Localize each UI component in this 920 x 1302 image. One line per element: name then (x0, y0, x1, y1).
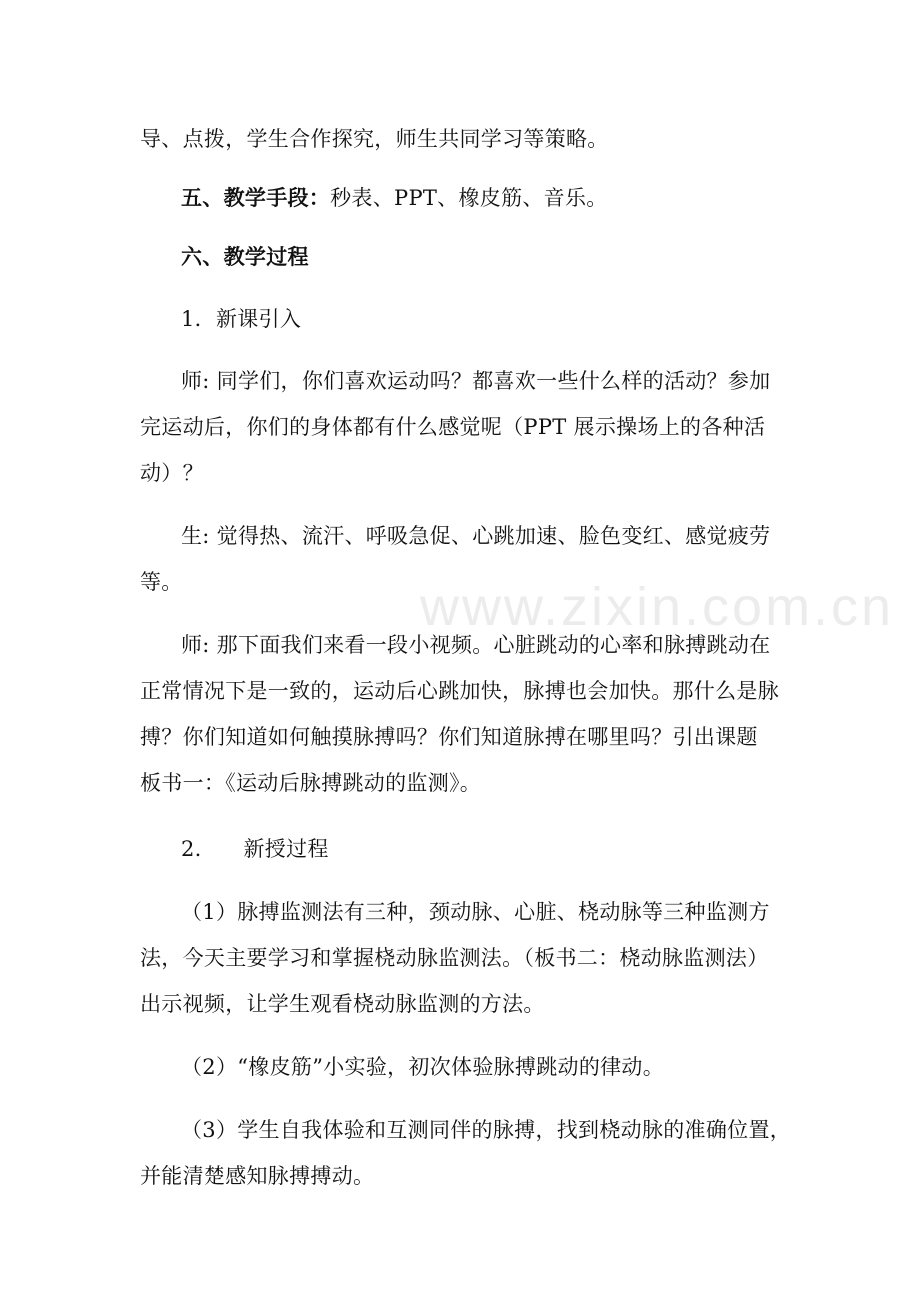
paragraph-line: 法，今天主要学习和掌握桡动脉监测法。（板书二：桡动脉监测法） (140, 946, 769, 970)
subsection-heading: 1．新课引入 (181, 307, 302, 331)
paragraph-line: 动）？ (140, 461, 204, 485)
paragraph-line: 等。 (140, 570, 183, 594)
paragraph-line: 正常情况下是一致的，运动后心跳加快，脉搏也会加快。那什么是脉 (140, 679, 779, 703)
subsection-heading: 2. 新授过程 (181, 837, 329, 861)
paragraph-line: 师: 那下面我们来看一段小视频。心脏跳动的心率和脉搏跳动在 (181, 633, 771, 657)
paragraph-line: 板书一：《运动后脉搏跳动的监测》。 (140, 771, 482, 795)
paragraph-line: 并能清楚感知脉搏搏动。 (140, 1164, 375, 1188)
section-heading-teaching-means (181, 183, 831, 213)
paragraph-line: 搏？你们知道如何触摸脉搏吗？你们知道脉搏在哪里吗？引出课题 (140, 725, 758, 749)
paragraph-line: （2）“橡皮筋”小实验，初次体验脉搏跳动的律动。 (181, 1055, 665, 1079)
paragraph-line: 完运动后，你们的身体都有什么感觉呢（PPT 展示操场上的各种活 (140, 415, 766, 439)
section-heading-teaching-process: 六、教学过程 (181, 245, 309, 269)
section-heading-content: 秒表、PPT、橡皮筋、音乐。 (330, 186, 608, 210)
paragraph-line: 师: 同学们，你们喜欢运动吗？都喜欢一些什么样的活动？参加 (181, 369, 771, 393)
paragraph-line: 出示视频，让学生观看桡动脉监测的方法。 (140, 992, 545, 1016)
paragraph-line: （3）学生自我体验和互测同伴的脉搏，找到桡动脉的准确位置， (181, 1118, 792, 1142)
watermark: www.zixin.com.cn (420, 577, 895, 637)
paragraph-line: 导、点拨，学生合作探究，师生共同学习等策略。 (140, 127, 609, 151)
paragraph-line: （1）脉搏监测法有三种，颈动脉、心脏、桡动脉等三种监测方 (181, 900, 770, 924)
section-heading-label: 五、教学手段： (181, 186, 331, 210)
paragraph-line: 生: 觉得热、流汗、呼吸急促、心跳加速、脸色变红、感觉疲劳 (181, 524, 771, 548)
